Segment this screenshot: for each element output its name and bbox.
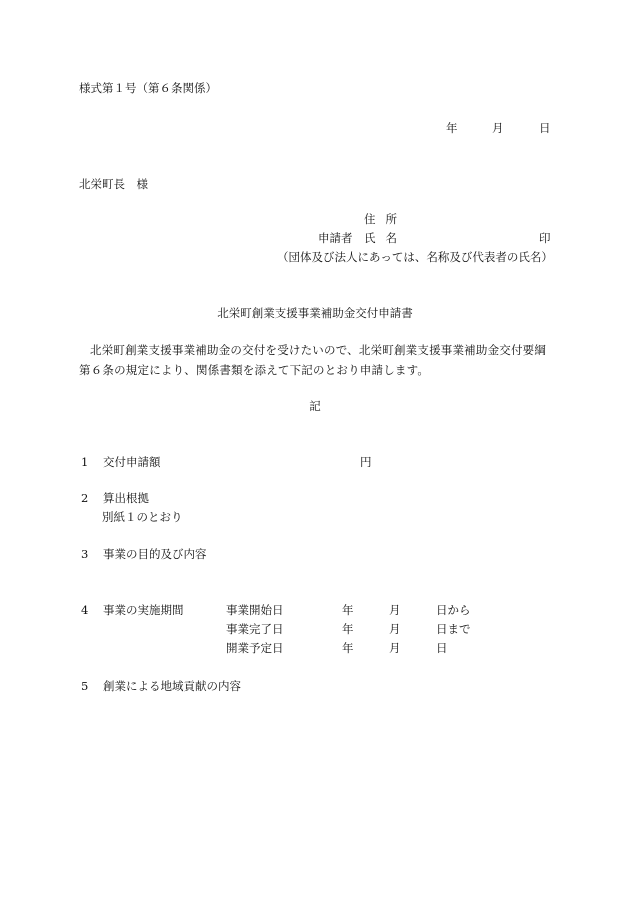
name-label: 氏名 (364, 231, 407, 245)
form-number: 様式第１号（第６条関係） (79, 81, 217, 95)
period-row-label: 事業完了日 (226, 622, 284, 636)
item-detail: 別紙１のとおり (102, 510, 183, 524)
item-label: 創業による地域貢献の内容 (103, 679, 241, 693)
item-label: 事業の実施期間 (103, 603, 184, 617)
period-row-label: 事業開始日 (226, 603, 284, 617)
period-month: 月 (389, 641, 401, 655)
item-label: 交付申請額 (103, 455, 161, 469)
date-year-label: 年 (446, 121, 458, 135)
item-number: 2 (81, 491, 89, 505)
item-label: 事業の目的及び内容 (103, 547, 207, 561)
document-title: 北栄町創業支援事業補助金交付申請書 (217, 306, 413, 320)
ki-heading: 記 (309, 399, 321, 413)
date-month-label: 月 (492, 121, 504, 135)
period-year: 年 (342, 641, 354, 655)
period-day: 日から (436, 603, 471, 617)
period-day: 日 (436, 641, 448, 655)
item-number: 3 (81, 547, 89, 561)
body-text: 北栄町創業支援事業補助金の交付を受けたいので、北栄町創業支援事業補助金交付要綱第６条の規定により、関係書類を添えて下記のとおり申請します。 (79, 343, 547, 377)
yen-unit: 円 (360, 455, 372, 469)
addressee: 北栄町長 様 (79, 177, 148, 191)
organization-note: （団体及び法人にあっては、名称及び代表者の氏名） (277, 250, 553, 264)
item-number: 5 (81, 679, 89, 693)
period-month: 月 (389, 622, 401, 636)
applicant-label: 申請者 (318, 231, 353, 245)
period-day: 日まで (436, 622, 471, 636)
seal-mark: 印 (539, 231, 551, 245)
date-day-label: 日 (539, 121, 551, 135)
period-year: 年 (342, 603, 354, 617)
address-label: 住所 (364, 212, 407, 226)
period-month: 月 (389, 603, 401, 617)
item-label: 算出根拠 (103, 491, 149, 505)
item-number: 1 (81, 455, 89, 469)
period-row-label: 開業予定日 (226, 641, 284, 655)
item-number: 4 (81, 603, 89, 617)
period-year: 年 (342, 622, 354, 636)
